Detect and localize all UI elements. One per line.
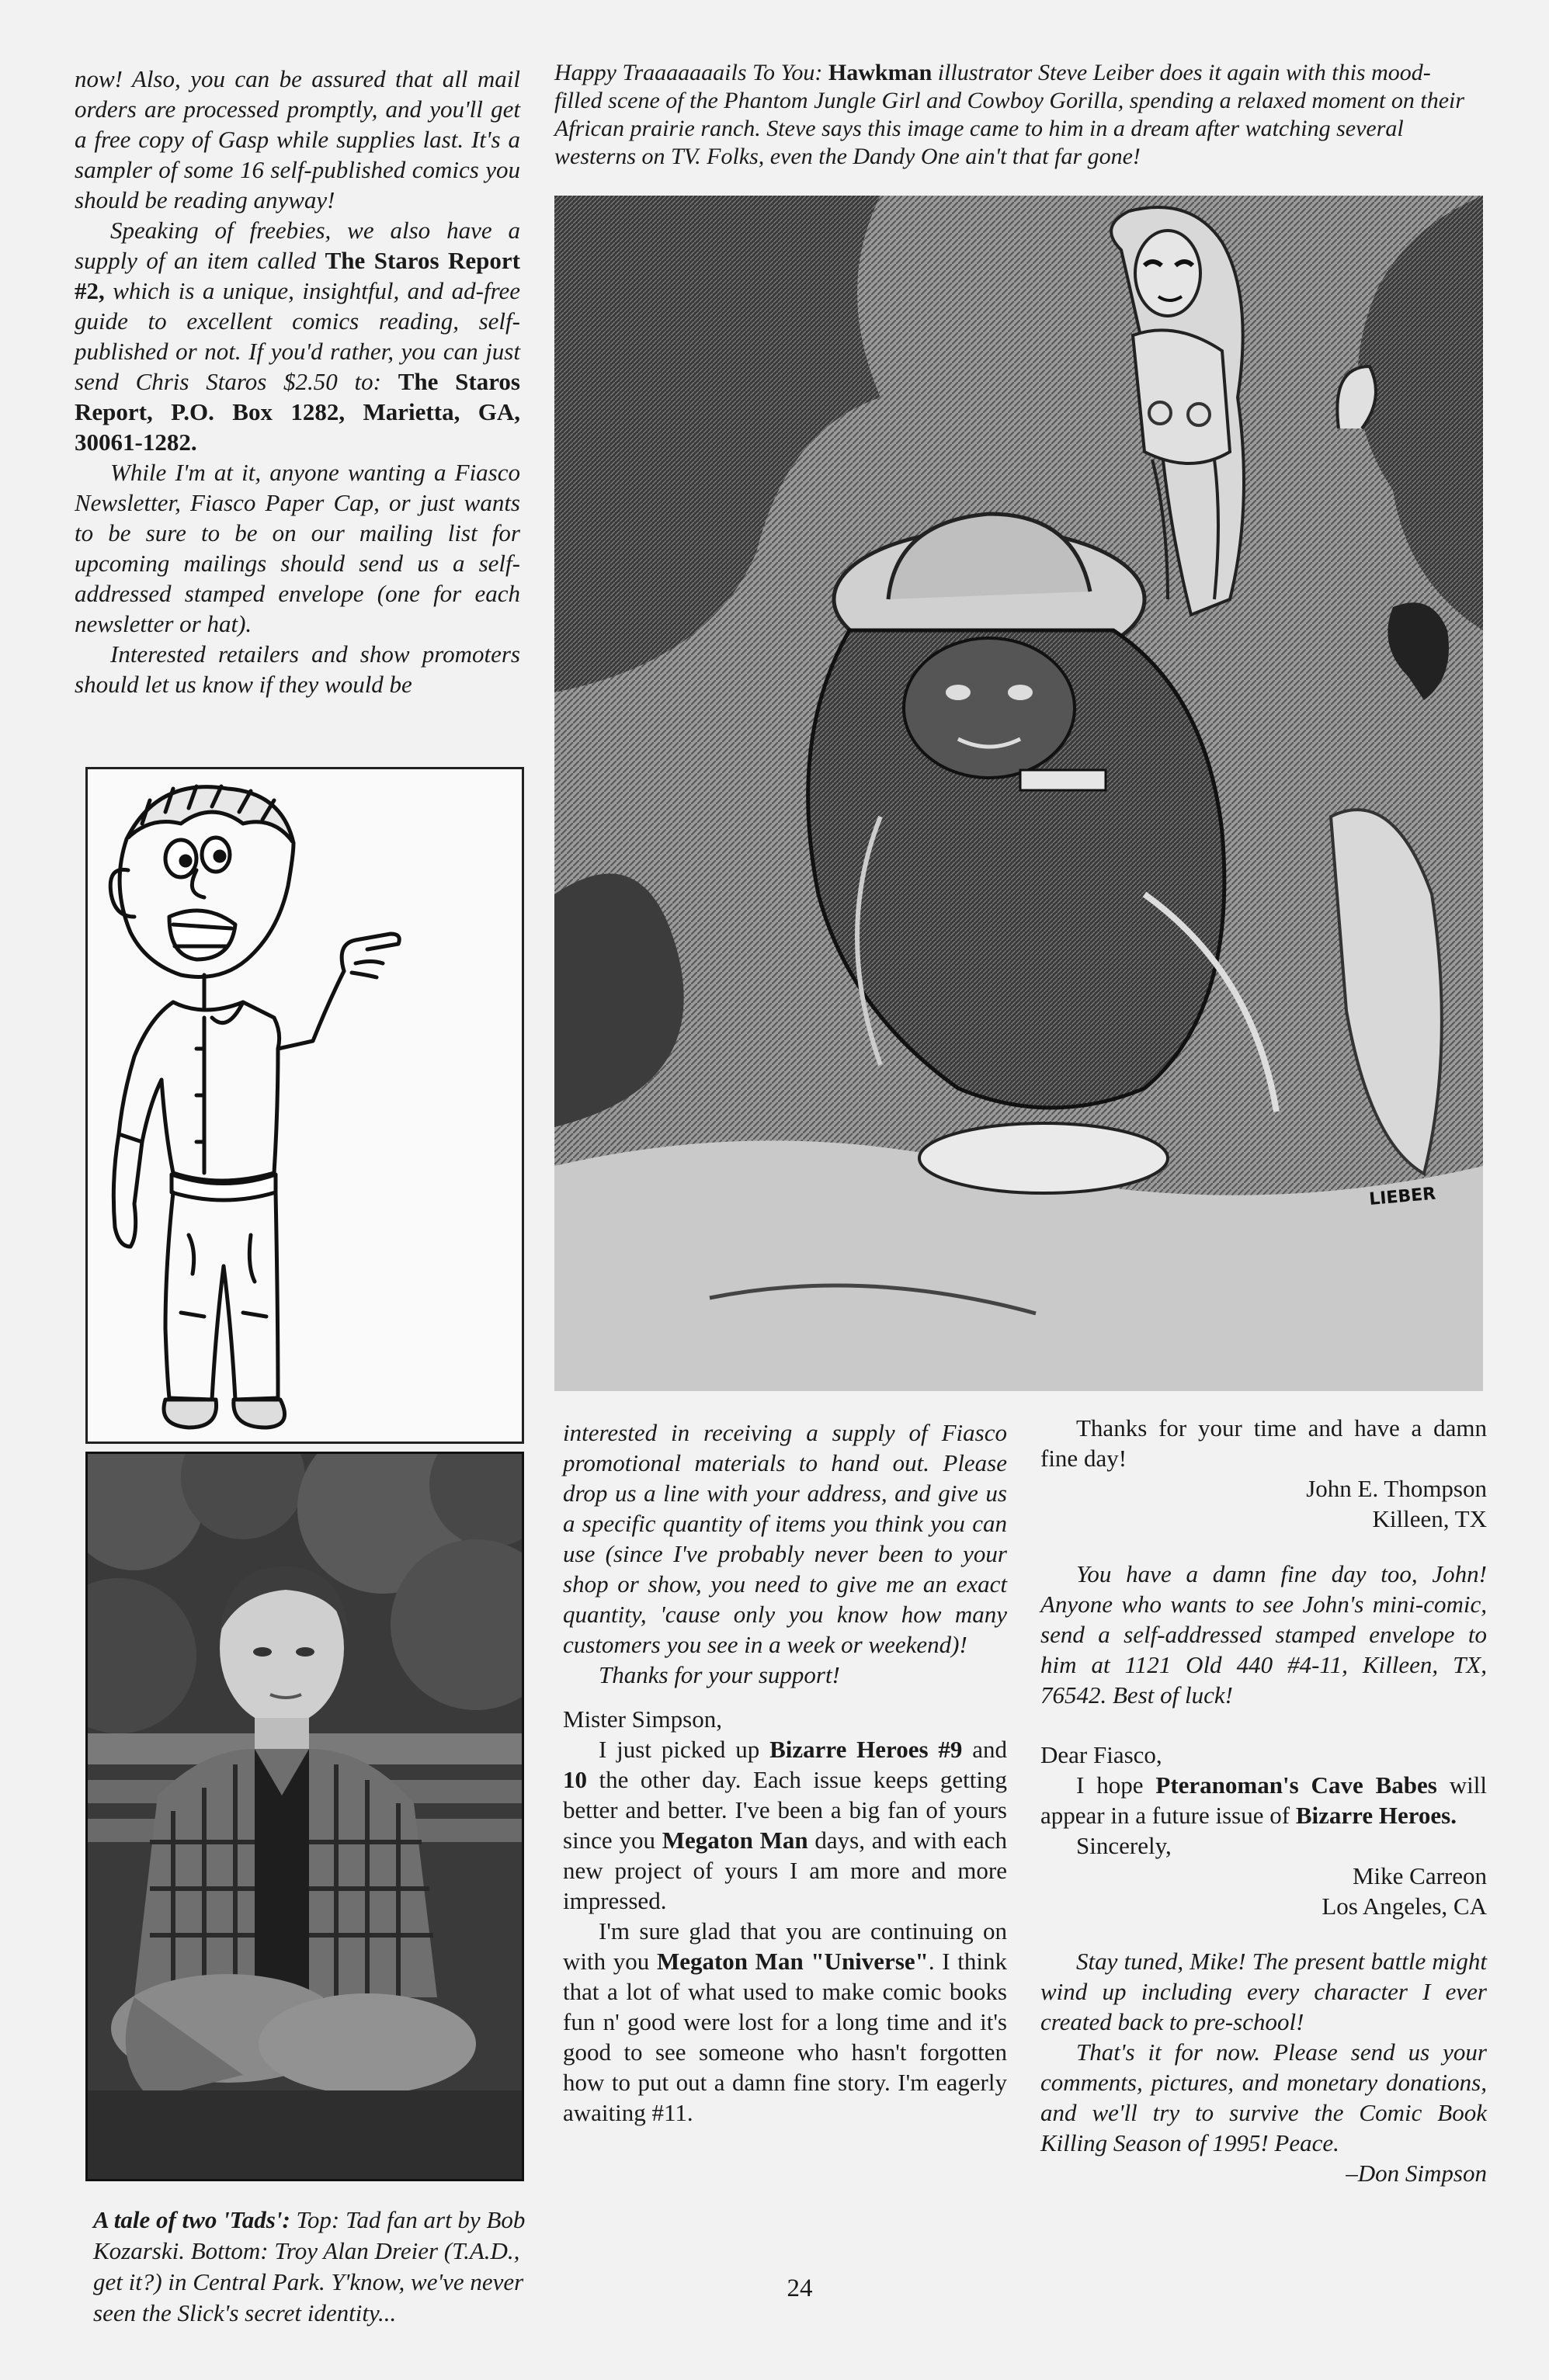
- troy-alan-dreier-photo: [85, 1452, 524, 2181]
- megaton-man-title: Megaton Man: [662, 1827, 808, 1854]
- photo-caption-text: Top: Tad fan art by Bob Kozarski. Bottom: Troy Alan Dreier (T.A.D., get it?) in Central Park. Y'know, we've never seen the Slick's secret identity...: [93, 2206, 526, 2326]
- column-3-text: [1040, 1413, 1487, 2188]
- bizarre-heroes-title: Bizarre Heroes.: [1295, 1802, 1457, 1829]
- letter-2-salutation: Dear Fiasco,: [1040, 1741, 1162, 1768]
- signature-name-1: John E. Thompson: [1306, 1475, 1487, 1502]
- editor-reply-2: Stay tuned, Mike! The present battle might wind up including every character I ever created back to pre-school!: [1040, 1948, 1487, 2035]
- column-2-paragraph-1: interested in receiving a supply of Fiasco promotional materials to hand out. Please drop us a line with your address, and give us a specific quantity of items you think you can use (since I've probably never been to your shop or show, you need to give me an exact quantity, 'cause only you know how many customers you see in a week or weekend)!: [563, 1419, 1007, 1658]
- bizarre-heroes-9: Bizarre Heroes #9: [769, 1736, 963, 1763]
- text-run: . I think that a lot of what used to make comic books fun n' good were lost for a long time and it's good to see someone who hasn't forgotten how to put out a damn fine story. I'm eagerly awaiting #11.: [563, 1948, 1007, 2126]
- text-run: I hope: [1076, 1771, 1156, 1799]
- staros-report-address: The Staros Report, P.O. Box 1282, Marietta, GA, 30061-1282.: [75, 368, 520, 456]
- artwork-caption-text: illustrator Steve Leiber does it again with this mood-filled scene of the Phantom Jungle Girl and Cowboy Gorilla, spending a relaxed moment on their African prairie ranch. Steve says this image came to him in a dream after watching several westerns on TV. Folks, even the Dandy One ain't that far gone!: [554, 60, 1465, 169]
- letter-paragraph-1: [563, 1734, 1007, 1916]
- photo-caption: [93, 2205, 532, 2329]
- text-run: days, and with each new project of yours I am more and more impressed.: [563, 1827, 1007, 1914]
- page-number: 24: [787, 2274, 813, 2302]
- signature-place-1: Killeen, TX: [1372, 1505, 1487, 1532]
- issue-10: 10: [563, 1766, 587, 1793]
- text-run: and: [962, 1736, 1007, 1763]
- letter-salutation: Mister Simpson,: [563, 1705, 722, 1733]
- megaton-man-universe: Megaton Man "Universe": [656, 1948, 929, 1975]
- signature-place-2: Los Angeles, CA: [1322, 1893, 1487, 1920]
- editor-reply-1: You have a damn fine day too, John! Anyone who wants to see John's mini-comic, send a self-addressed stamped envelope to him at 1121 Old 440 #4-11, Killeen, TX, 76542. Best of luck!: [1040, 1560, 1487, 1709]
- letter-2-body: [1040, 1770, 1487, 1830]
- column-1-paragraph-2: [75, 215, 520, 457]
- signature-name-2: Mike Carreon: [1352, 1862, 1487, 1889]
- jungle-girl-cowboy-gorilla-artwork: [554, 196, 1483, 1391]
- text-run: will appear in a future issue of: [1040, 1771, 1487, 1829]
- letter-closing-line: Thanks for your time and have a damn fine day!: [1040, 1414, 1487, 1472]
- column-1-paragraph-4: Interested retailers and show promoters should let us know if they would be: [75, 640, 520, 698]
- tad-fan-art-cartoon: [85, 767, 524, 1444]
- text-run: which is a unique, insightful, and ad-free guide to excellent comics reading, self-published or not. If you'd rather, you can just send Chris Staros $2.50 to:: [75, 277, 520, 395]
- column-2-thanks: Thanks for your support!: [599, 1661, 840, 1688]
- column-2-text: [563, 1417, 1007, 2128]
- text-run: Speaking of freebies, we also have a supply of an item called: [75, 217, 520, 274]
- photo-caption-title: A tale of two 'Tads':: [93, 2206, 290, 2233]
- artwork-caption-lead: Happy Traaaaaaails To You:: [554, 60, 828, 85]
- column-1-text: [75, 64, 520, 699]
- text-run: I'm sure glad that you are continuing on with you: [563, 1917, 1007, 1975]
- artist-signature: LIEBER: [1368, 1184, 1437, 1209]
- text-run: I just picked up: [599, 1736, 770, 1763]
- text-run: the other day. Each issue keeps getting better and better. I've been a big fan of yours since you: [563, 1766, 1007, 1854]
- staros-report-title: The Staros Report #2,: [75, 247, 520, 304]
- artwork-caption: [554, 59, 1471, 171]
- letter-2-closing: Sincerely,: [1076, 1832, 1172, 1859]
- editor-signature: –Don Simpson: [1346, 2160, 1487, 2187]
- column-1-paragraph-3: While I'm at it, anyone wanting a Fiasco Newsletter, Fiasco Paper Cap, or just wants to be sure to be on our mailing list for upcoming mailings should send us a self-addressed stamped envelope (one for each newsletter or hat).: [75, 459, 520, 637]
- column-1-paragraph-1: now! Also, you can be assured that all mail orders are processed promptly, and you'll get a free copy of Gasp while supplies last. It's a sampler of some 16 self-published comics you should be reading anyway!: [75, 65, 520, 213]
- central-park-photo: [88, 1454, 522, 2179]
- pteranoman-title: Pteranoman's Cave Babes: [1155, 1771, 1437, 1799]
- artwork-illustration: [554, 196, 1483, 1391]
- letter-paragraph-2: [563, 1916, 1007, 2128]
- hawkman-title: Hawkman: [828, 60, 933, 85]
- editor-reply-3: That's it for now. Please send us your comments, pictures, and monetary donations, and we'll try to survive the Comic Book Killing Season of 1995! Peace.: [1040, 2038, 1487, 2156]
- cartoon-drawing: [88, 769, 522, 1442]
